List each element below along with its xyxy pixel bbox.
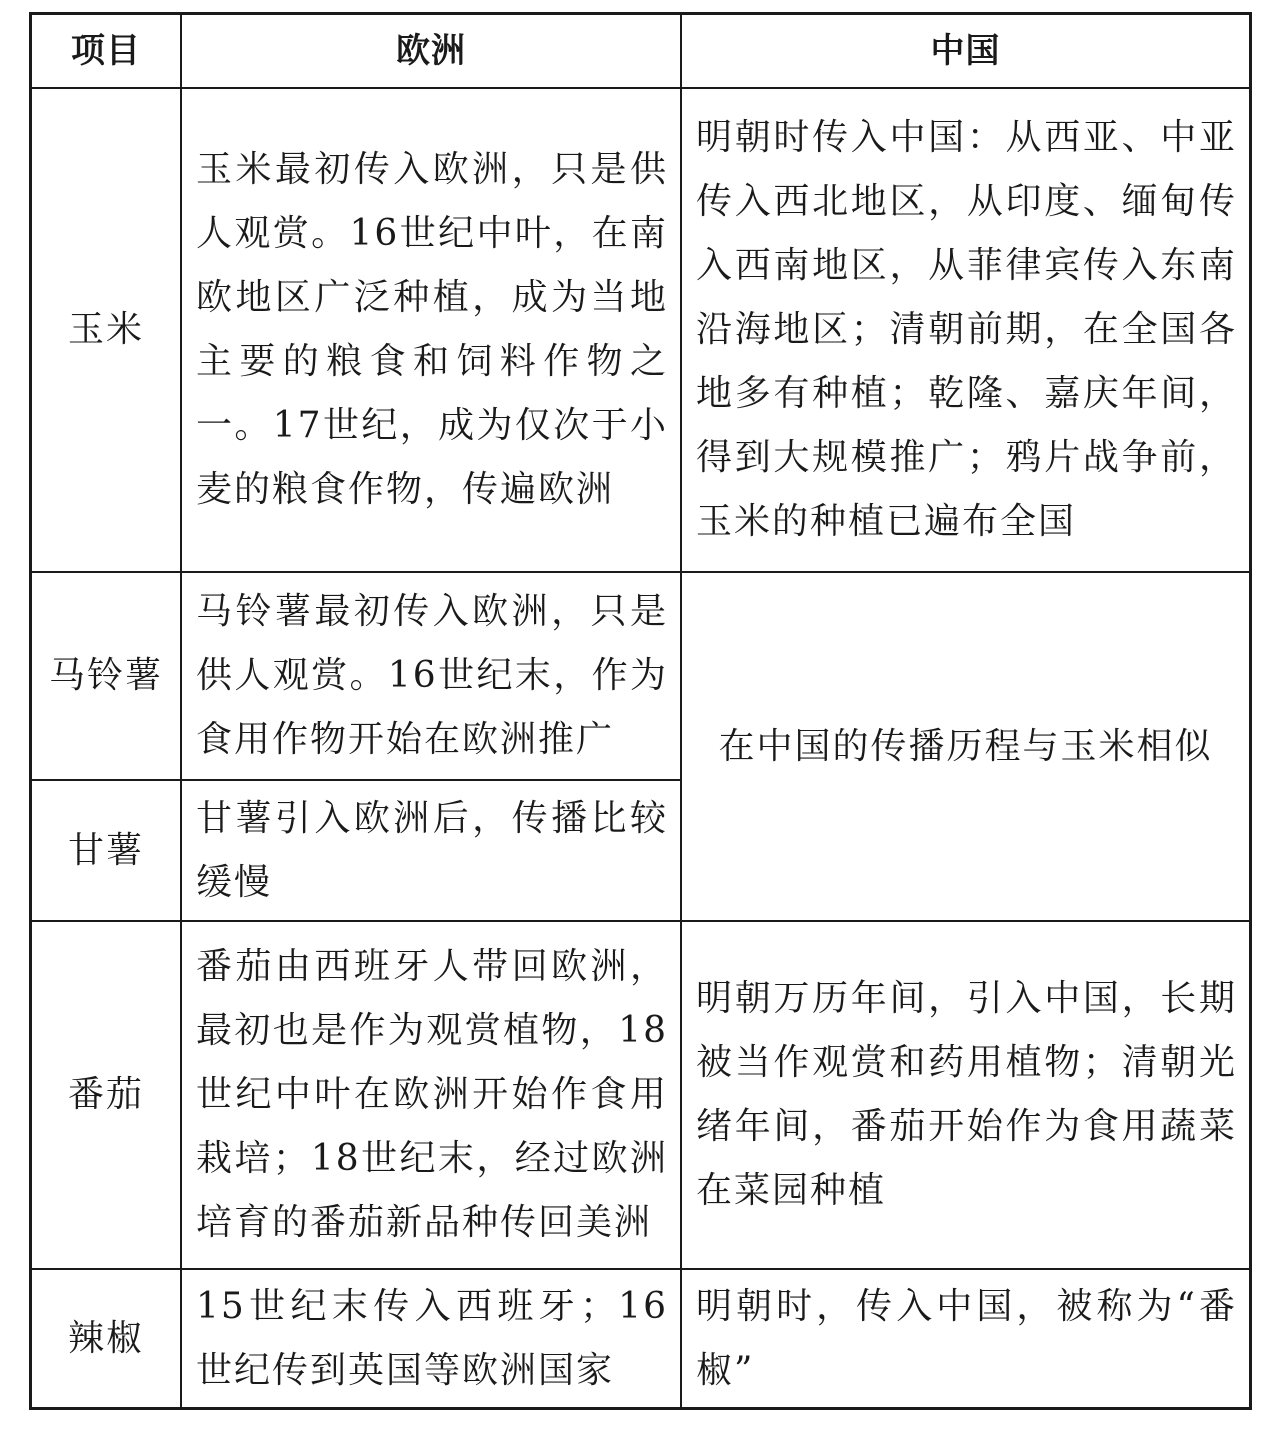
corn-china: 明朝时传入中国：从西亚、中亚传入西北地区，从印度、缅甸传入西南地区，从菲律宾传入东南沿海地区；清朝前期，在全国各地多有种植；乾隆、嘉庆年间，得到大规模推广；鸦片战争前，玉米的种植已遍布全国 xyxy=(696,117,1237,542)
row-name-tomato: 番茄 xyxy=(67,1074,144,1115)
sweet-potato-europe: 甘薯引入欧洲后，传播比较缓慢 xyxy=(196,797,668,903)
row-name-corn: 玉米 xyxy=(67,309,144,350)
tomato-china: 明朝万历年间，引入中国，长期被当作观赏和药用植物；清朝光绪年间，番茄开始作为食用蔬菜在菜园种植 xyxy=(696,978,1237,1211)
tomato-europe: 番茄由西班牙人带回欧洲，最初也是作为观赏植物，18世纪中叶在欧洲开始作食用栽培；18世纪末，经过欧洲培育的番茄新品种传回美洲 xyxy=(196,946,668,1243)
row-name-sweet-potato: 甘薯 xyxy=(67,829,144,871)
pepper-europe: 15世纪末传入西班牙；16世纪传到英国等欧洲国家 xyxy=(196,1285,668,1391)
row-name-potato: 马铃薯 xyxy=(48,655,163,696)
comparison-table xyxy=(29,12,1252,1410)
header-item: 项目 xyxy=(71,31,141,71)
corn-europe: 玉米最初传入欧洲，只是供人观赏。16世纪中叶，在南欧地区广泛种植，成为当地主要的粮食和饲料作物之一。17世纪，成为仅次于小麦的粮食作物，传遍欧洲 xyxy=(196,149,668,510)
header-europe: 欧洲 xyxy=(396,31,466,71)
potato-europe: 马铃薯最初传入欧洲，只是供人观赏。16世纪末，作为食用作物开始在欧洲推广 xyxy=(196,591,668,760)
header-china: 中国 xyxy=(930,31,1001,71)
potato-sweet-potato-china: 在中国的传播历程与玉米相似 xyxy=(718,725,1213,767)
pepper-china: 明朝时，传入中国，被称为“番椒” xyxy=(696,1285,1237,1391)
row-name-pepper: 辣椒 xyxy=(67,1317,144,1359)
